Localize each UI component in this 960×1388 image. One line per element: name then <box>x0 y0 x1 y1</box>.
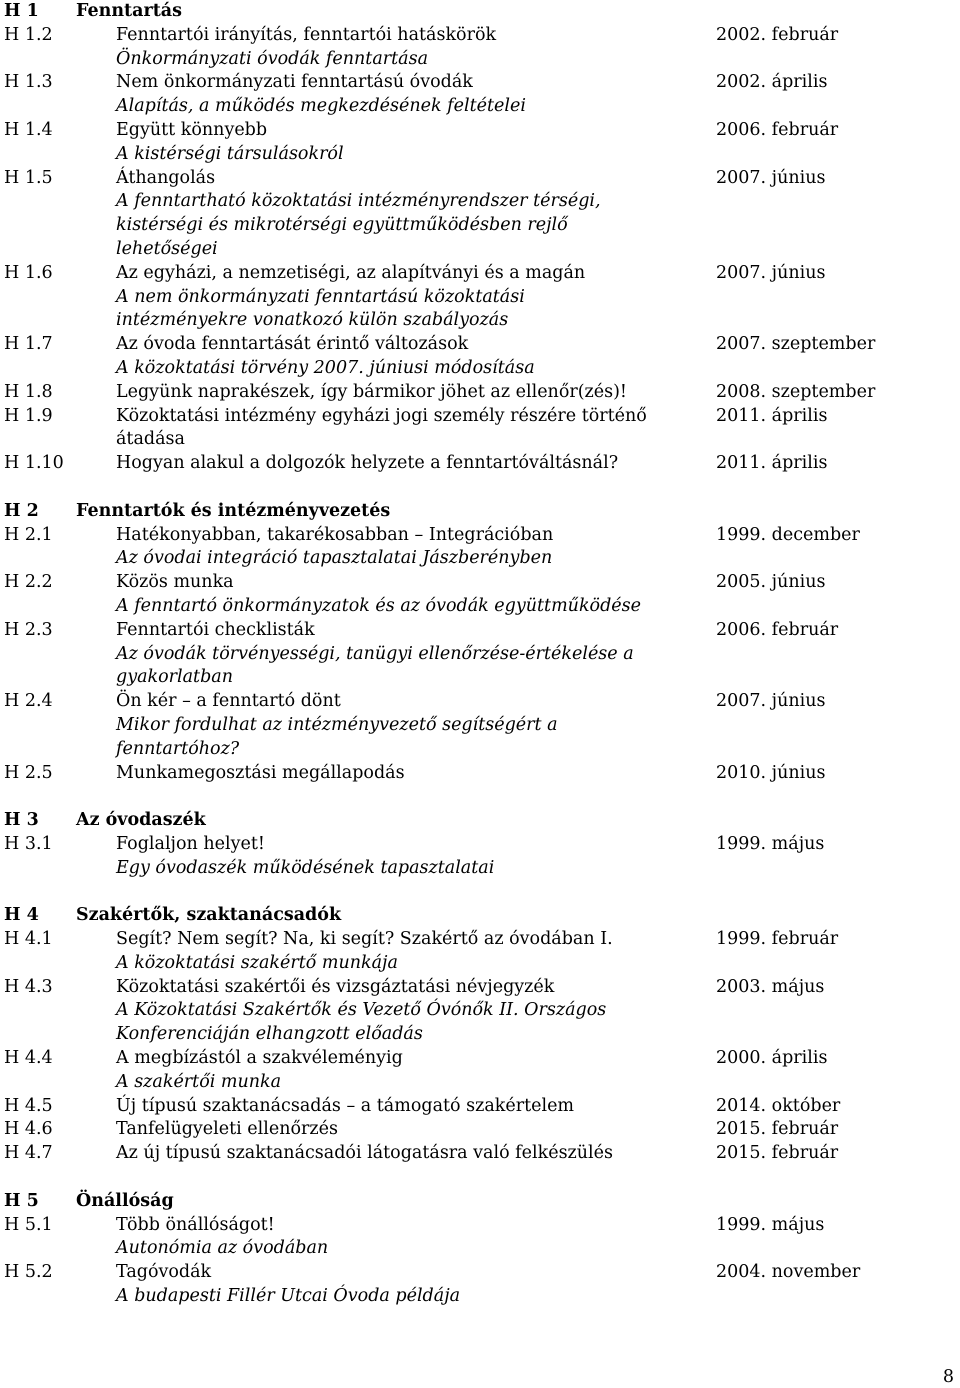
entry-code: H 2.2 <box>4 572 53 593</box>
entry-title-continuation: átadása <box>116 429 185 450</box>
section-heading <box>4 809 934 833</box>
entry-row <box>4 571 934 595</box>
entry-code: H 4.5 <box>4 1095 53 1116</box>
entry-title: Nem önkormányzati fenntartású óvodák <box>116 72 473 93</box>
entry-code: H 5.1 <box>4 1214 53 1235</box>
section-code: H 4 <box>4 905 39 926</box>
entry-date: 2006. február <box>716 119 839 140</box>
section-title: Fenntartás <box>76 1 182 21</box>
section-code: H 2 <box>4 500 39 521</box>
section-title: Szakértők, szaktanácsadók <box>76 905 342 926</box>
entry-title: Hogyan alakul a dolgozók helyzete a fenntartóváltásnál? <box>116 453 619 474</box>
entry-title: Segít? Nem segít? Na, ki segít? Szakértő az óvodában I. <box>116 929 613 950</box>
section-heading <box>4 0 934 24</box>
entry-code: H 1.4 <box>4 119 53 140</box>
entry-code: H 2.3 <box>4 619 53 640</box>
entry-date: 2011. április <box>716 453 828 474</box>
entry-subtitle: A budapesti Fillér Utcai Óvoda példája <box>116 1286 461 1307</box>
entry-title: Az új típusú szaktanácsadói látogatásra való felkészülés <box>116 1143 613 1164</box>
entry-code: H 3.1 <box>4 833 53 854</box>
section-title: Az óvodaszék <box>76 810 206 831</box>
entry-title: Munkamegosztási megállapodás <box>116 762 405 783</box>
entry-date: 2004. november <box>716 1262 861 1283</box>
entry-code: H 1.10 <box>4 453 64 474</box>
entry-date: 1999. május <box>716 1214 825 1235</box>
entry-title: Áthangolás <box>116 167 216 188</box>
entry-code: H 1.2 <box>4 24 53 45</box>
entry-date: 2007. június <box>716 262 826 283</box>
entry-date: 2006. február <box>716 619 839 640</box>
section-code: H 3 <box>4 810 39 831</box>
entry-subtitle: intézményekre vonatkozó külön szabályozás <box>116 310 509 331</box>
entry-code: H 5.2 <box>4 1262 53 1283</box>
entry-date: 2010. június <box>716 762 826 783</box>
entry-row <box>4 262 934 286</box>
entry-title: Legyünk naprakészek, így bármikor jöhet az ellenőr(zés)! <box>116 381 627 402</box>
entry-title: Közoktatási szakértői és vizsgáztatási névjegyzék <box>116 976 555 997</box>
section-heading <box>4 904 934 928</box>
entry-row <box>4 333 934 357</box>
section-gap <box>4 476 934 500</box>
entry-row <box>4 405 934 429</box>
entry-row <box>4 928 934 952</box>
entry-row <box>4 976 934 1000</box>
entry-row <box>4 1095 934 1119</box>
section-code: H 5 <box>4 1190 39 1211</box>
entry-code: H 1.6 <box>4 262 53 283</box>
entry-code: H 1.8 <box>4 381 53 402</box>
entry-subtitle: A nem önkormányzati fenntartású közoktatási <box>116 286 525 307</box>
entry-subtitle: Az óvodák törvényességi, tanügyi ellenőrzése-értékelése a <box>116 643 634 664</box>
entry-date: 2003. május <box>716 976 825 997</box>
entry-subtitle: A Közoktatási Szakértők és Vezető Óvónők II. Országos <box>116 1000 607 1021</box>
entry-date: 2014. október <box>716 1095 841 1116</box>
section-gap <box>4 785 934 809</box>
entry-row <box>4 452 934 476</box>
entry-title: Közoktatási intézmény egyházi jogi személy részére történő <box>116 405 647 426</box>
entry-row <box>4 119 934 143</box>
entry-subtitle: Egy óvodaszék működésének tapasztalatai <box>116 857 495 878</box>
entry-code: H 4.3 <box>4 976 53 997</box>
entry-row <box>4 24 934 48</box>
entry-row <box>4 1261 934 1285</box>
document-body <box>4 0 934 1309</box>
entry-code: H 1.3 <box>4 72 53 93</box>
entry-subtitle: A kistérségi társulásokról <box>116 143 344 164</box>
entry-title: Együtt könnyebb <box>116 119 268 140</box>
section-title: Fenntartók és intézményvezetés <box>76 500 391 521</box>
entry-date: 2011. április <box>716 405 828 426</box>
entry-date: 2002. február <box>716 24 839 45</box>
entry-code: H 1.5 <box>4 167 53 188</box>
entry-title: Tanfelügyeleti ellenőrzés <box>116 1119 338 1140</box>
entry-subtitle: A szakértői munka <box>116 1071 282 1092</box>
entry-subtitle: Mikor fordulhat az intézményvezető segítségért a <box>116 714 558 735</box>
page-number: 8 <box>942 1367 954 1387</box>
entry-row <box>4 524 934 548</box>
entry-subtitle: Alapítás, a működés megkezdésének feltételei <box>116 96 526 117</box>
entry-date: 2007. június <box>716 167 826 188</box>
entry-row <box>4 71 934 95</box>
entry-code: H 2.1 <box>4 524 53 545</box>
entry-date: 2007. szeptember <box>716 334 876 355</box>
entry-date: 2000. április <box>716 1048 828 1069</box>
entry-code: H 4.1 <box>4 929 53 950</box>
entry-row <box>4 1118 934 1142</box>
section-heading <box>4 500 934 524</box>
entry-row <box>4 1047 934 1071</box>
entry-date: 2008. szeptember <box>716 381 876 402</box>
entry-subtitle: gyakorlatban <box>116 667 233 688</box>
entry-date: 2015. február <box>716 1143 839 1164</box>
entry-date: 1999. május <box>716 833 825 854</box>
entry-row <box>4 381 934 405</box>
entry-date: 1999. december <box>716 524 860 545</box>
entry-row <box>4 762 934 786</box>
entry-subtitle: fenntartóhoz? <box>116 738 240 759</box>
entry-date: 2015. február <box>716 1119 839 1140</box>
entry-title: Foglaljon helyet! <box>116 833 265 854</box>
entry-title: Új típusú szaktanácsadás – a támogató szakértelem <box>116 1095 575 1116</box>
entry-subtitle: Konferenciáján elhangzott előadás <box>116 1024 423 1045</box>
entry-subtitle: Az óvodai integráció tapasztalatai Jászberényben <box>116 548 553 569</box>
entry-title: A megbízástól a szakvéleményig <box>116 1048 403 1069</box>
entry-title: Több önállóságot! <box>116 1214 275 1235</box>
section-code: H 1 <box>4 1 39 21</box>
entry-subtitle: Önkormányzati óvodák fenntartása <box>116 48 429 69</box>
entry-code: H 4.4 <box>4 1048 53 1069</box>
entry-code: H 1.7 <box>4 334 53 355</box>
entry-row <box>4 167 934 191</box>
entry-row <box>4 619 934 643</box>
entry-row <box>4 690 934 714</box>
section-gap <box>4 1166 934 1190</box>
entry-code: H 4.7 <box>4 1143 53 1164</box>
entry-title: Hatékonyabban, takarékosabban – Integrációban <box>116 524 554 545</box>
entry-subtitle: Autonómia az óvodában <box>116 1238 329 1259</box>
entry-date: 1999. február <box>716 929 839 950</box>
entry-subtitle: lehetőségei <box>116 238 218 259</box>
entry-subtitle: A fenntartó önkormányzatok és az óvodák együttműködése <box>116 595 641 616</box>
entry-subtitle: A közoktatási törvény 2007. júniusi módosítása <box>116 357 535 378</box>
entry-title: Fenntartói checklisták <box>116 619 315 640</box>
section-gap <box>4 880 934 904</box>
entry-title: Tagóvodák <box>116 1262 212 1283</box>
entry-code: H 2.4 <box>4 691 53 712</box>
entry-title: Az egyházi, a nemzetiségi, az alapítványi és a magán <box>116 262 586 283</box>
entry-code: H 4.6 <box>4 1119 53 1140</box>
entry-row <box>4 1142 934 1166</box>
entry-title: Ön kér – a fenntartó dönt <box>116 691 341 712</box>
entry-title: Az óvoda fenntartását érintő változások <box>116 334 469 355</box>
entry-subtitle: A fenntartható közoktatási intézményrendszer térségi, <box>116 191 601 212</box>
entry-date: 2002. április <box>716 72 828 93</box>
section-title: Önállóság <box>76 1190 174 1211</box>
entry-subtitle: A közoktatási szakértő munkája <box>116 952 398 973</box>
entry-row <box>4 833 934 857</box>
entry-subtitle: kistérségi és mikrotérségi együttműködésben rejlő <box>116 215 568 236</box>
entry-date: 2005. június <box>716 572 826 593</box>
entry-title: Közös munka <box>116 572 234 593</box>
entry-code: H 1.9 <box>4 405 53 426</box>
entry-title: Fenntartói irányítás, fenntartói hatáskörök <box>116 24 497 45</box>
entry-date: 2007. június <box>716 691 826 712</box>
entry-code: H 2.5 <box>4 762 53 783</box>
entry-row <box>4 1214 934 1238</box>
section-heading <box>4 1190 934 1214</box>
